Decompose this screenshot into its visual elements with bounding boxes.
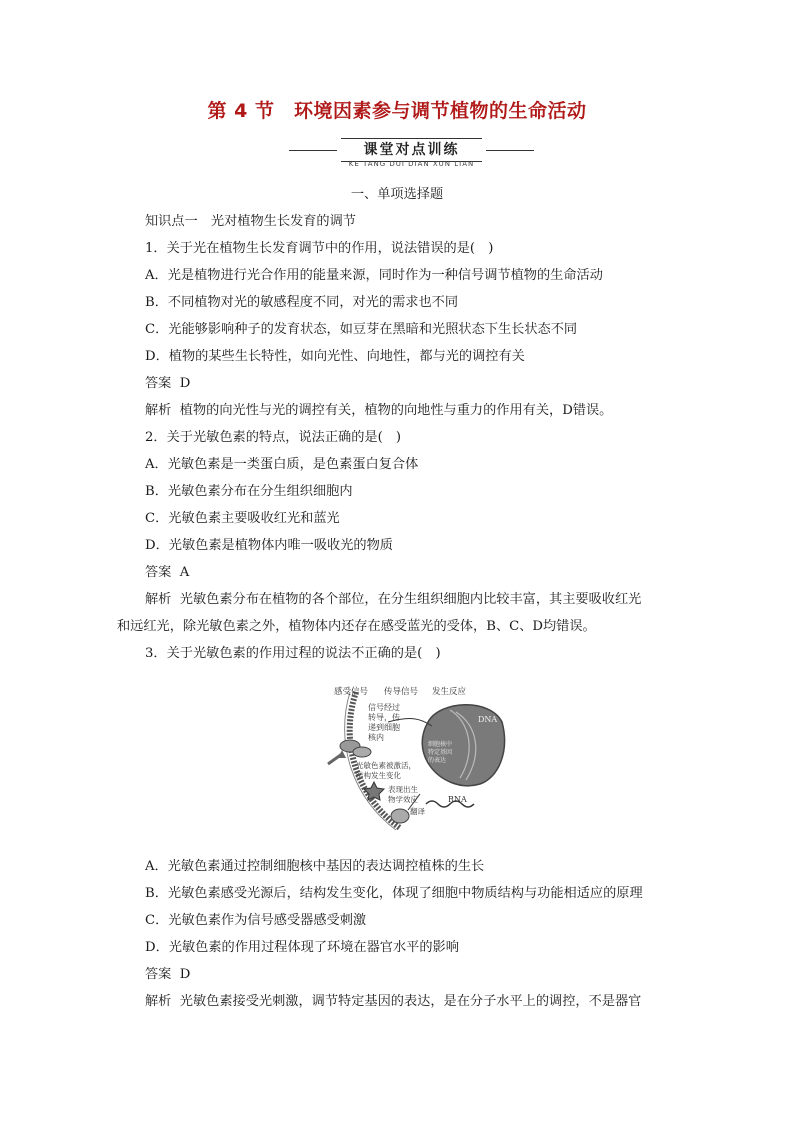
answer-label: 答案 — [145, 967, 172, 982]
label-pigment-2: 结构发生变化 — [356, 771, 401, 780]
label-effect-1: 表现出生 — [388, 785, 418, 794]
question-3-option-a: A．光敏色素通过控制细胞核中基因的表达调控植株的生长 — [145, 859, 485, 874]
label-respond: 发生反应 — [432, 687, 467, 697]
answer-value: A — [179, 565, 190, 580]
section-heading: 一、单项选择题 — [350, 187, 444, 202]
question-3-option-d: D．光敏色素的作用过程体现了环境在器官水平的影响 — [145, 940, 459, 955]
analysis-text: 植物的向光性与光的调控有关，植物的向地性与重力的作用有关，D错误。 — [179, 403, 613, 418]
label-dna: DNA — [478, 715, 498, 724]
analysis-text: 光敏色素分布在植物的各个部位，在分生组织细胞内比较丰富，其主要吸收红光 — [179, 592, 642, 607]
question-3-stem: 3．关于光敏色素的作用过程的说法不正确的是( ) — [145, 646, 441, 661]
label-gene-2: 特定基因 — [428, 749, 453, 756]
question-2-answer — [145, 564, 189, 582]
knowledge-point: 知识点一 光对植物生长发育的调节 — [145, 214, 356, 229]
label-signal-2: 转导，传 — [368, 713, 400, 722]
answer-label: 答案 — [145, 565, 172, 580]
ribosome — [391, 809, 409, 823]
label-gene-3: 的表达 — [428, 757, 447, 764]
label-translate: 翻译 — [410, 807, 425, 816]
answer-value: D — [179, 376, 191, 391]
question-1-option-c: C．光能够影响种子的发育状态，如豆芽在黑暗和光照状态下生长状态不同 — [145, 322, 578, 337]
label-signal-4: 核内 — [368, 733, 384, 742]
banner-line-right — [486, 150, 534, 151]
question-2-option-c: C．光敏色素主要吸收红光和蓝光 — [145, 511, 340, 526]
question-3-option-b: B．光敏色素感受光源后，结构发生变化，体现了细胞中物质结构与功能相适应的原理 — [145, 886, 643, 901]
banner-line-left — [289, 150, 337, 151]
question-1-option-b: B．不同植物对光的敏感程度不同，对光的需求也不同 — [145, 295, 459, 310]
analysis-label: 解析 — [145, 592, 172, 607]
analysis-label: 解析 — [145, 403, 172, 418]
answer-label: 答案 — [145, 376, 172, 391]
label-pigment-1: 光敏色素被激活， — [356, 761, 416, 770]
question-2-option-a: A．光敏色素是一类蛋白质，是色素蛋白复合体 — [145, 457, 419, 472]
label-transmit: 传导信号 — [384, 687, 419, 697]
section-banner — [289, 138, 534, 170]
banner-label: 课堂对点训练 — [341, 138, 482, 162]
page-title: 第 4 节 环境因素参与调节植物的生命活动 — [207, 100, 587, 122]
question-3-answer — [145, 966, 190, 984]
answer-value: D — [179, 967, 191, 982]
question-1-stem: 1．关于光在植物生长发育调节中的作用，说法错误的是( ) — [145, 241, 494, 256]
question-3-analysis — [145, 993, 641, 1011]
label-rna: RNA — [448, 795, 467, 804]
phytochrome-diagram — [320, 682, 506, 832]
question-2-analysis-cont: 和远红光，除光敏色素之外，植物体内还存在感受蓝光的受体，B、C、D均错误。 — [117, 619, 596, 634]
question-2-analysis — [145, 591, 641, 609]
phytochrome-protein-2 — [353, 747, 371, 757]
label-signal-1: 信号经过 — [368, 703, 400, 712]
label-signal-3: 递到细胞 — [368, 723, 400, 732]
label-effect-2: 物学效应 — [388, 795, 418, 804]
label-sense: 感受信号 — [334, 687, 369, 697]
label-gene-1: 细胞核中 — [428, 741, 453, 748]
question-1-option-d: D．植物的某些生长特性，如向光性、向地性，都与光的调控有关 — [145, 349, 525, 364]
question-2-stem: 2．关于光敏色素的特点，说法正确的是( ) — [145, 430, 402, 445]
question-2-option-b: B．光敏色素分布在分生组织细胞内 — [145, 484, 353, 499]
question-2-option-d: D．光敏色素是植物体内唯一吸收光的物质 — [145, 538, 393, 553]
banner-subtitle: KE TANG DUI DIAN XUN LIAN — [348, 160, 475, 168]
question-1-answer — [145, 375, 190, 393]
question-1-analysis — [145, 402, 612, 420]
question-1-option-a: A．光是植物进行光合作用的能量来源，同时作为一种信号调节植物的生命活动 — [145, 268, 603, 283]
analysis-label: 解析 — [145, 994, 172, 1009]
question-3-option-c: C．光敏色素作为信号感受器感受刺激 — [145, 913, 367, 928]
analysis-text: 光敏色素接受光刺激，调节特定基因的表达，是在分子水平上的调控，不是器官 — [179, 994, 642, 1009]
